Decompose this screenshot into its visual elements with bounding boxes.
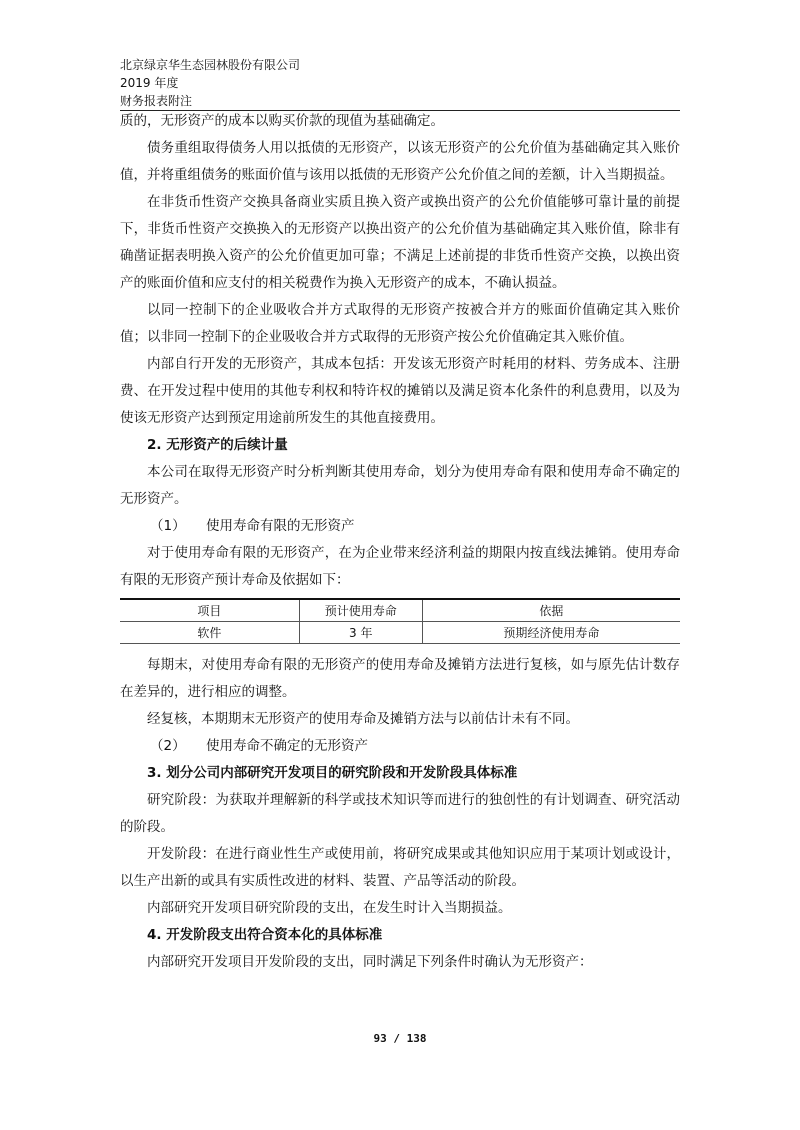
paragraph: 以同一控制下的企业吸收合并方式取得的无形资产按被合并方的账面价值确定其入账价值；以非同一控制下的企业吸收合并方式取得的无形资产按公允价值确定其入账价值。 [120, 302, 680, 345]
subsection-number: （2） [150, 738, 186, 754]
page-number: 93 / 138 [373, 1032, 427, 1045]
table-cell: 预期经济使用寿命 [422, 622, 680, 644]
paragraph: 开发阶段：在进行商业性生产或使用前，将研究成果或其他知识应用于某项计划或设计，以生产出新的或具有实质性改进的材料、装置、产品等活动的阶段。 [120, 846, 680, 889]
page-header [120, 56, 680, 110]
paragraph: 质的，无形资产的成本以购买价款的现值为基础确定。 [120, 113, 444, 129]
paragraph: 在非货币性资产交换具备商业实质且换入资产或换出资产的公允价值能够可靠计量的前提下，非货币性资产交换换入的无形资产以换出资产的公允价值为基础确定其入账价值，除非有确凿证据表明换入资产的公允价值更加可靠；不满足上述前提的非货币性资产交换，以换出资产的账面价值和应支付的相关税费作为换入无形资产的成本，不确认损益。 [120, 194, 680, 291]
paragraph: 内部研究开发项目开发阶段的支出，同时满足下列条件时确认为无形资产： [147, 954, 593, 970]
paragraph: 每期末，对使用寿命有限的无形资产的使用寿命及摊销方法进行复核，如与原先估计数存在差异的，进行相应的调整。 [120, 657, 680, 700]
subsection-number: （1） [150, 518, 186, 534]
subsection-title: 使用寿命不确定的无形资产 [206, 738, 368, 754]
section-heading: 4. 开发阶段支出符合资本化的具体标准 [147, 927, 383, 943]
paragraph: 经复核，本期期末无形资产的使用寿命及摊销方法与以前估计未有不同。 [147, 711, 579, 727]
paragraph: 对于使用寿命有限的无形资产，在为企业带来经济利益的期限内按直线法摊销。使用寿命有限的无形资产预计寿命及依据如下： [120, 545, 680, 588]
section-heading: 3. 划分公司内部研究开发项目的研究阶段和开发阶段具体标准 [147, 765, 518, 781]
table-header-row [120, 599, 680, 622]
report-year: 2019 年度 [120, 76, 179, 90]
useful-life-table [120, 598, 680, 644]
paragraph: 内部研究开发项目研究阶段的支出，在发生时计入当期损益。 [147, 900, 512, 916]
table-header-cell: 预计使用寿命 [299, 599, 422, 622]
paragraph: 内部自行开发的无形资产，其成本包括：开发该无形资产时耗用的材料、劳务成本、注册费、在开发过程中使用的其他专利权和特许权的摊销以及满足资本化条件的利息费用，以及为使该无形资产达到预定用途前所发生的其他直接费用。 [120, 356, 680, 426]
table-cell: 3 年 [299, 622, 422, 644]
section-heading: 2. 无形资产的后续计量 [147, 437, 288, 453]
company-name: 北京绿京华生态园林股份有限公司 [120, 58, 301, 72]
paragraph: 研究阶段：为获取并理解新的科学或技术知识等而进行的独创性的有计划调查、研究活动的阶段。 [120, 792, 680, 835]
paragraph: 本公司在取得无形资产时分析判断其使用寿命，划分为使用寿命有限和使用寿命不确定的无形资产。 [120, 464, 680, 507]
report-section: 财务报表附注 [120, 94, 193, 108]
document-body [120, 108, 680, 976]
table-header-cell: 依据 [422, 599, 680, 622]
subsection-title: 使用寿命有限的无形资产 [206, 518, 355, 534]
subsection-heading [120, 513, 680, 540]
table-cell: 软件 [120, 622, 299, 644]
paragraph: 债务重组取得债务人用以抵债的无形资产，以该无形资产的公允价值为基础确定其入账价值，并将重组债务的账面价值与该用以抵债的无形资产公允价值之间的差额，计入当期损益。 [120, 140, 680, 183]
table-header-cell: 项目 [120, 599, 299, 622]
table-row [120, 622, 680, 644]
subsection-heading [120, 733, 680, 760]
